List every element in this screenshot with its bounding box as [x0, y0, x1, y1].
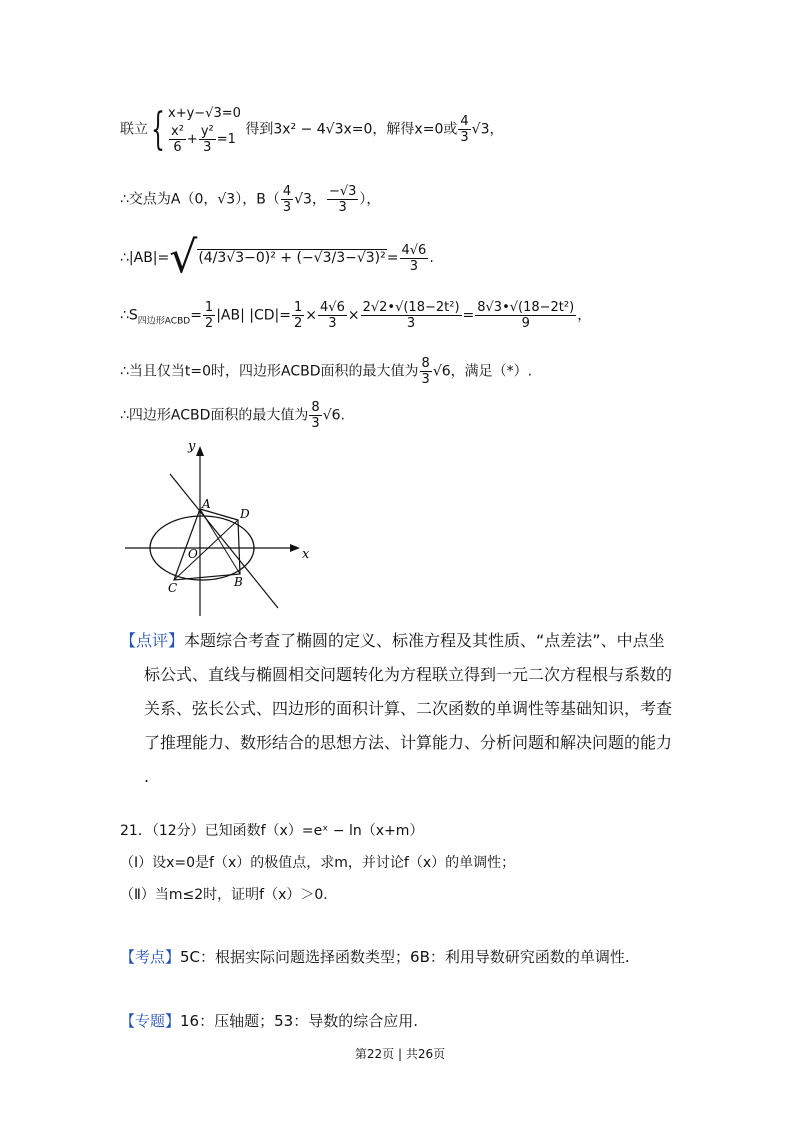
intersection-line: ∴交点为A（0，√3），B（ $\frac{4}{3}$ √3， $\frac{-√3}{3}$ ），: [120, 184, 381, 215]
fraction: $\frac{4}{3}$: [282, 184, 292, 215]
label-x: x: [302, 547, 310, 562]
ab-radicand: (4/3√3−0)² + (−√3/3−√3)²: [198, 250, 386, 266]
problem-part-1: （Ⅰ）设x=0是f（x）的极值点，求m，并讨论f（x）的单调性；: [120, 855, 516, 871]
fraction: $\frac{4√6}{3}$: [401, 242, 427, 274]
system-line: 联立{ x+y−√3=0 $\frac{\text{x²}}{6}$ + $\frac{\text{y²}}{3}$ =1 得到3x² − 4√3x=0，解得x=0或 $\frac{4}{3}$ √3，: [120, 103, 504, 155]
label-a: A: [202, 497, 211, 511]
problem-part-2: （Ⅱ）当m≤2时，证明f（x）＞0.: [120, 887, 328, 903]
label-o: O: [188, 547, 198, 561]
y-axis-arrow-icon: [196, 446, 204, 456]
comment-tag: 【点评】: [120, 631, 185, 650]
zhuanti-section: 【专题】16：压轴题；53：导数的综合应用.: [120, 1012, 418, 1030]
equation-1: x+y−√3=0: [168, 106, 241, 121]
ab-length-line: ∴|AB|=√(4/3√3−0)² + (−√3/3−√3)²= $\frac{4√6}{3}$ .: [120, 232, 434, 283]
page-footer: 第22页 | 共26页: [354, 1047, 446, 1061]
kaodian-section: 【考点】5C：根据实际问题选择函数类型；6B：利用导数研究函数的单调性.: [120, 948, 630, 966]
area-line: $\therefore S_{四边形ACBD}=$ $\frac{1}{2}$ |AB| |CD|= $\frac{1}{2}$ × $\frac{4√6}{3}$ × $\frac{\text{2√2•√(18−2t²)}}{3}$ = $\frac{\text{8√3•√(18−2t²)}}{9}$ ，: [120, 300, 592, 331]
fraction: $\frac{1}{2}$: [294, 300, 303, 331]
label-b: B: [234, 575, 243, 589]
fraction: $\frac{1}{2}$: [204, 300, 214, 331]
fraction: $\frac{8}{3}$: [421, 356, 430, 387]
label-d: D: [240, 507, 250, 521]
zhuanti-tag: 【专题】: [120, 1012, 181, 1030]
fraction: $\frac{4√6}{3}$: [320, 300, 345, 331]
equation-2: $\frac{\text{x²}}{6}$ + $\frac{\text{y²}}{3}$ =1: [171, 124, 236, 155]
x-axis-arrow-icon: [290, 544, 300, 552]
sqrt-icon: √: [169, 232, 198, 283]
equation-system: [168, 104, 241, 155]
label-c: C: [168, 581, 178, 595]
diagonal-cd: [174, 520, 238, 580]
fraction: $\frac{-√3}{3}$: [328, 184, 357, 215]
max-condition-line: ∴当且仅当t=0时，四边形ACBD面积的最大值为 $\frac{8}{3}$ √6，满足（*）.: [120, 356, 533, 387]
line-ab: [170, 474, 278, 608]
fraction: $\frac{\text{8√3•√(18−2t²)}}{9}$: [477, 300, 575, 331]
ellipse-figure: [120, 436, 320, 621]
fraction: $\frac{8}{3}$: [311, 400, 320, 431]
brace-icon: {: [151, 103, 165, 155]
fraction: $\frac{\text{2√2•√(18−2t²)}}{3}$: [362, 300, 460, 331]
comment-section: 【点评】本题综合考查了椭圆的定义、标准方程及其性质、“点差法”、中点坐 标公式、直线与椭圆相交问题转化为方程联立得到一元二次方程根与系数的 关系、弦长公式、四边形的面积计算、二次函数的单调性等基础知识，考查 了推理能力、数形结合的思想方法、计算能力、分析问题和解决问题的能力 .: [120, 631, 673, 786]
conclusion-line: ∴四边形ACBD面积的最大值为 $\frac{8}{3}$ √6.: [120, 400, 345, 431]
lianli-label: 联立: [120, 121, 148, 138]
fraction: $\frac{4}{3}$: [460, 114, 469, 145]
problem-title: 21．（12分）已知函数f（x）=eˣ − ln（x+m）: [120, 823, 424, 839]
label-y: y: [188, 439, 196, 454]
kaodian-tag: 【考点】: [120, 948, 181, 966]
result-text: 得到3x² − 4√3x=0，解得x=0或: [245, 121, 458, 138]
